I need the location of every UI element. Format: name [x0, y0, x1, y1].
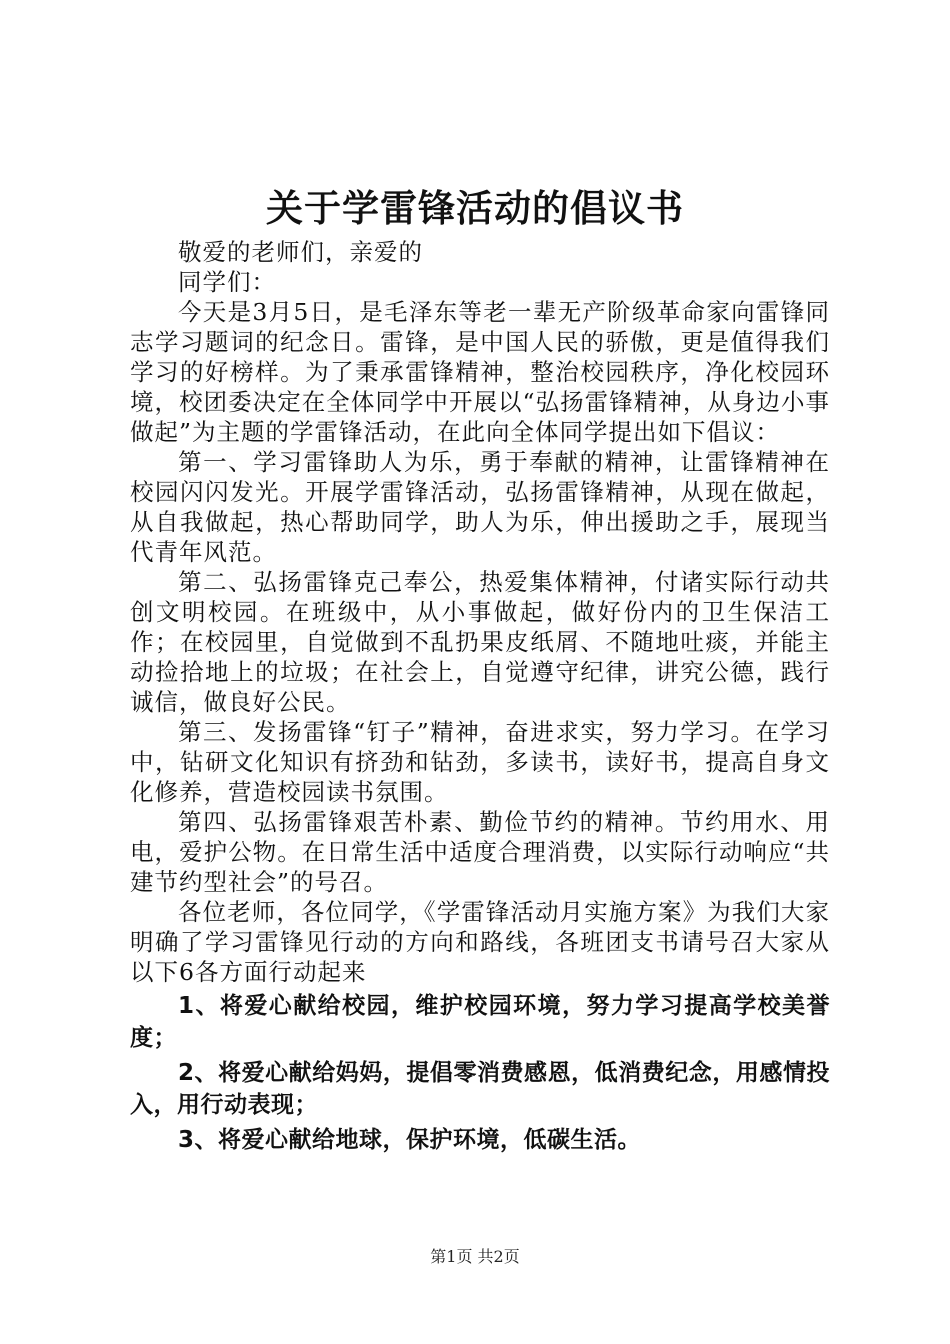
paragraph-fourth: 第四、弘扬雷锋艰苦朴素、勤俭节约的精神。节约用水、用电，爱护公物。在日常生活中适度合理消费，以实际行动响应“共建节约型社会”的号召。	[130, 808, 830, 896]
paragraph-intro: 今天是3月5日，是毛泽东等老一辈无产阶级革命家向雷锋同志学习题词的纪念日。雷锋，是中国人民的骄傲，更是值得我们学习的好榜样。为了秉承雷锋精神，整治校园秩序，净化校园环境，校团委决定在全体同学中开展以“弘扬雷锋精神，从身边小事做起”为主题的学雷锋活动，在此向全体同学提出如下倡议：	[130, 298, 830, 446]
document-title: 关于学雷锋活动的倡议书	[266, 186, 684, 230]
list-item-1: 1、将爱心献给校园，维护校园环境，努力学习提高学校美誉度；	[130, 993, 830, 1051]
salutation-line-2: 同学们：	[178, 268, 276, 296]
list-item-2: 2、将爱心献给妈妈，提倡零消费感恩，低消费纪念，用感情投入，用行动表现；	[130, 1060, 830, 1118]
paragraph-third: 第三、发扬雷锋“钉子”精神，奋进求实，努力学习。在学习中，钻研文化知识有挤劲和钻劲，多读书，读好书，提高自身文化修养，营造校园读书氛围。	[130, 718, 830, 806]
list-item-3: 3、将爱心献给地球，保护环境，低碳生活。	[178, 1127, 642, 1153]
paragraph-call: 各位老师，各位同学，《学雷锋活动月实施方案》为我们大家明确了学习雷锋见行动的方向和路线，各班团支书请号召大家从以下6各方面行动起来	[130, 898, 830, 986]
page-footer: 第1页 共2页	[430, 1247, 520, 1266]
salutation-line-1: 敬爱的老师们，亲爱的	[178, 238, 423, 266]
document-body	[130, 237, 830, 1156]
paragraph-first: 第一、学习雷锋助人为乐，勇于奉献的精神，让雷锋精神在校园闪闪发光。开展学雷锋活动，弘扬雷锋精神，从现在做起，从自我做起，热心帮助同学，助人为乐，伸出援助之手，展现当代青年风范。	[130, 448, 830, 566]
paragraph-second: 第二、弘扬雷锋克己奉公，热爱集体精神，付诸实际行动共创文明校园。在班级中，从小事做起，做好份内的卫生保洁工作；在校园里，自觉做到不乱扔果皮纸屑、不随地吐痰，并能主动捡拾地上的垃圾；在社会上，自觉遵守纪律，讲究公德，践行诚信，做良好公民。	[130, 568, 830, 716]
